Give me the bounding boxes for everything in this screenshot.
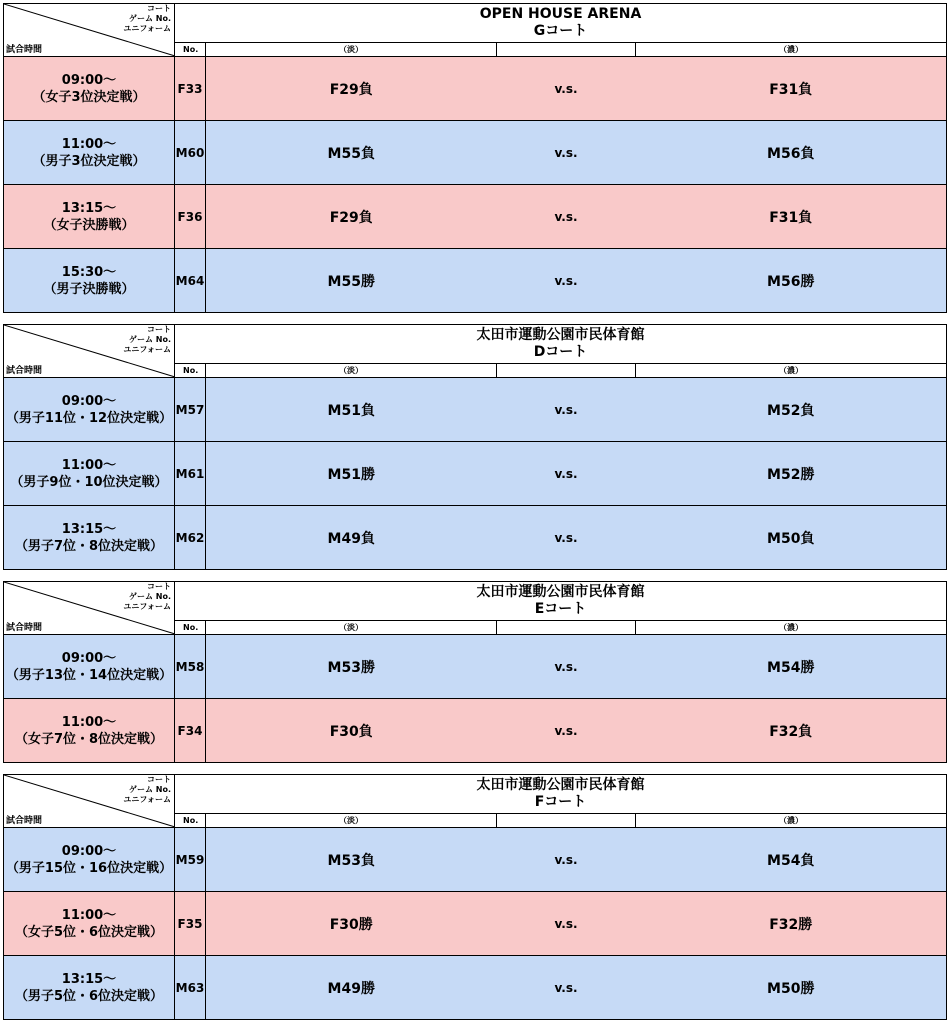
- venue-name: 太田市運動公園市民体育館: [476, 583, 645, 600]
- match-time-cell: [4, 956, 175, 1020]
- vs-header-blank: [497, 363, 636, 377]
- venue-cell: [175, 582, 947, 621]
- vs-label: v.s.: [497, 121, 636, 185]
- match-description: （男子7位・8位決定戦）: [14, 538, 164, 554]
- light-uniform-header: （淡）: [206, 42, 497, 56]
- light-uniform-header: （淡）: [206, 363, 497, 377]
- uniform-label: ユニフォーム: [123, 24, 171, 33]
- dark-uniform-header: （濃）: [636, 363, 947, 377]
- game-number: M62: [175, 506, 206, 570]
- game-number: M57: [175, 378, 206, 442]
- vs-header-blank: [497, 620, 636, 634]
- match-row: [4, 121, 947, 185]
- game-number: F34: [175, 699, 206, 763]
- schedule-block: [3, 581, 946, 763]
- match-row: [4, 442, 947, 506]
- vs-label: v.s.: [497, 378, 636, 442]
- match-time: 13:15～: [61, 200, 117, 216]
- match-description: （男子3位決定戦）: [32, 153, 146, 169]
- vs-label: v.s.: [497, 442, 636, 506]
- dark-uniform-header: （濃）: [636, 42, 947, 56]
- no-header: No.: [175, 363, 206, 377]
- match-row: [4, 378, 947, 442]
- match-time: 09:00～: [61, 72, 117, 88]
- away-team: F31負: [636, 57, 947, 121]
- away-team: M52負: [636, 378, 947, 442]
- game-no-label: ゲーム No.: [128, 14, 171, 23]
- match-time: 15:30～: [61, 264, 117, 280]
- match-row: [4, 635, 947, 699]
- no-header: No.: [175, 620, 206, 634]
- home-team: F29負: [206, 185, 497, 249]
- corner-inner: [4, 4, 174, 56]
- away-team: M54勝: [636, 635, 947, 699]
- schedule-block: [3, 3, 946, 313]
- court-name: Dコート: [533, 343, 588, 360]
- match-time-cell: [4, 378, 175, 442]
- match-time-cell: [4, 121, 175, 185]
- home-team: F30負: [206, 699, 497, 763]
- match-description: （女子3位決定戦）: [32, 89, 146, 105]
- uniform-label: ユニフォーム: [123, 345, 171, 354]
- game-no-label: ゲーム No.: [128, 785, 171, 794]
- light-uniform-header: （淡）: [206, 813, 497, 827]
- away-team: F32負: [636, 699, 947, 763]
- match-time-cell: [4, 442, 175, 506]
- vs-label: v.s.: [497, 635, 636, 699]
- match-time: 11:00～: [61, 714, 117, 730]
- schedule-table: [3, 324, 947, 570]
- corner-header: [4, 582, 175, 635]
- match-row: [4, 699, 947, 763]
- court-name: Gコート: [533, 22, 588, 39]
- vs-label: v.s.: [497, 892, 636, 956]
- vs-header-blank: [497, 813, 636, 827]
- game-number: M63: [175, 956, 206, 1020]
- match-time-label: 試合時間: [6, 623, 43, 633]
- schedule-table: [3, 581, 947, 763]
- match-time-cell: [4, 635, 175, 699]
- schedule-block: [3, 774, 946, 1020]
- match-description: （女子決勝戦）: [43, 217, 135, 233]
- match-time: 11:00～: [61, 907, 117, 923]
- match-description: （女子7位・8位決定戦）: [14, 731, 164, 747]
- venue-header-row: [4, 775, 947, 814]
- match-time-cell: [4, 699, 175, 763]
- no-header: No.: [175, 813, 206, 827]
- match-row: [4, 185, 947, 249]
- uniform-label: ユニフォーム: [123, 795, 171, 804]
- home-team: M53勝: [206, 635, 497, 699]
- away-team: M54負: [636, 828, 947, 892]
- court-name: Fコート: [534, 793, 587, 810]
- match-description: （男子決勝戦）: [43, 281, 135, 297]
- match-time-label: 試合時間: [6, 45, 43, 55]
- match-time: 09:00～: [61, 843, 117, 859]
- match-time-label: 試合時間: [6, 366, 43, 376]
- vs-label: v.s.: [497, 956, 636, 1020]
- away-team: M50勝: [636, 956, 947, 1020]
- match-time: 09:00～: [61, 393, 117, 409]
- home-team: M55負: [206, 121, 497, 185]
- match-time-cell: [4, 506, 175, 570]
- vs-label: v.s.: [497, 57, 636, 121]
- venue-header-row: [4, 582, 947, 621]
- corner-inner: [4, 775, 174, 827]
- game-number: M64: [175, 249, 206, 313]
- away-team: F31負: [636, 185, 947, 249]
- dark-uniform-header: （濃）: [636, 620, 947, 634]
- vs-label: v.s.: [497, 185, 636, 249]
- away-team: F32勝: [636, 892, 947, 956]
- no-header: No.: [175, 42, 206, 56]
- light-uniform-header: （淡）: [206, 620, 497, 634]
- match-row: [4, 249, 947, 313]
- match-row: [4, 828, 947, 892]
- away-team: M56勝: [636, 249, 947, 313]
- vs-header-blank: [497, 42, 636, 56]
- match-time-cell: [4, 892, 175, 956]
- match-time-cell: [4, 249, 175, 313]
- court-label: コート: [147, 4, 171, 13]
- court-name: Eコート: [534, 600, 587, 617]
- match-time: 13:15～: [61, 521, 117, 537]
- vs-label: v.s.: [497, 506, 636, 570]
- venue-cell: [175, 775, 947, 814]
- match-row: [4, 892, 947, 956]
- match-description: （男子15位・16位決定戦）: [5, 860, 173, 876]
- match-description: （男子5位・6位決定戦）: [14, 988, 164, 1004]
- match-row: [4, 956, 947, 1020]
- home-team: M55勝: [206, 249, 497, 313]
- corner-header: [4, 325, 175, 378]
- home-team: F30勝: [206, 892, 497, 956]
- corner-inner: [4, 582, 174, 634]
- match-time-cell: [4, 57, 175, 121]
- schedule-table: [3, 3, 947, 313]
- dark-uniform-header: （濃）: [636, 813, 947, 827]
- venue-cell: [175, 4, 947, 43]
- venue-header-row: [4, 325, 947, 364]
- venue-name: 太田市運動公園市民体育館: [476, 326, 645, 343]
- match-description: （男子13位・14位決定戦）: [5, 667, 173, 683]
- uniform-label: ユニフォーム: [123, 602, 171, 611]
- corner-inner: [4, 325, 174, 377]
- match-time-label: 試合時間: [6, 816, 43, 826]
- game-no-label: ゲーム No.: [128, 592, 171, 601]
- away-team: M52勝: [636, 442, 947, 506]
- vs-label: v.s.: [497, 249, 636, 313]
- match-time-cell: [4, 185, 175, 249]
- home-team: M49負: [206, 506, 497, 570]
- venue-cell: [175, 325, 947, 364]
- game-number: F36: [175, 185, 206, 249]
- home-team: M53負: [206, 828, 497, 892]
- venue-header-row: [4, 4, 947, 43]
- match-time: 11:00～: [61, 457, 117, 473]
- vs-label: v.s.: [497, 828, 636, 892]
- court-label: コート: [147, 325, 171, 334]
- venue-name: OPEN HOUSE ARENA: [479, 5, 642, 22]
- game-number: M60: [175, 121, 206, 185]
- match-description: （女子5位・6位決定戦）: [14, 924, 164, 940]
- court-label: コート: [147, 775, 171, 784]
- home-team: M49勝: [206, 956, 497, 1020]
- schedule-block: [3, 324, 946, 570]
- match-description: （男子9位・10位決定戦）: [10, 474, 168, 490]
- court-label: コート: [147, 582, 171, 591]
- venue-name: 太田市運動公園市民体育館: [476, 776, 645, 793]
- away-team: M56負: [636, 121, 947, 185]
- match-time: 09:00～: [61, 650, 117, 666]
- match-time-cell: [4, 828, 175, 892]
- game-number: F33: [175, 57, 206, 121]
- home-team: F29負: [206, 57, 497, 121]
- home-team: M51負: [206, 378, 497, 442]
- corner-header: [4, 4, 175, 57]
- away-team: M50負: [636, 506, 947, 570]
- game-number: M61: [175, 442, 206, 506]
- match-row: [4, 506, 947, 570]
- match-description: （男子11位・12位決定戦）: [5, 410, 173, 426]
- vs-label: v.s.: [497, 699, 636, 763]
- game-number: M59: [175, 828, 206, 892]
- corner-header: [4, 775, 175, 828]
- game-number: M58: [175, 635, 206, 699]
- match-row: [4, 57, 947, 121]
- game-no-label: ゲーム No.: [128, 335, 171, 344]
- match-time: 11:00～: [61, 136, 117, 152]
- match-time: 13:15～: [61, 971, 117, 987]
- home-team: M51勝: [206, 442, 497, 506]
- schedule-table: [3, 774, 947, 1020]
- game-number: F35: [175, 892, 206, 956]
